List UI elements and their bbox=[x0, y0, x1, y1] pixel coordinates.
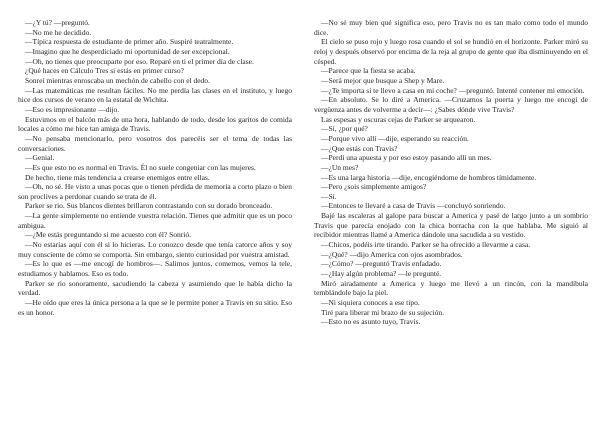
paragraph: —¿Qué? —dijo America con ojos asombrados. bbox=[321, 249, 463, 259]
paragraph: —Esto no es asunto tuyo, Travis. bbox=[321, 317, 421, 327]
paragraph: —¿Me estás preguntando si me acuesto con él? Sonrió. bbox=[25, 230, 191, 240]
paragraph: Parker se rio sonoramente, sacudiendo la cabeza y asumiendo que le había dicho la verdad. bbox=[18, 278, 292, 298]
paragraph: —No pensaba mencionarlo, pero vosotros dos parecéis ser el tema de todas las conversaciones. bbox=[18, 133, 292, 153]
paragraph: —Oh, no sé. He visto a unas pocas que o tienen pérdida de memoria a corto plazo o bien son proclives a perdonar cuando se trata de él. bbox=[18, 182, 292, 201]
paragraph: —Entonces te llevaré a casa de Travis —concluyó sonriendo. bbox=[321, 201, 506, 211]
paragraph: —Imagino que he desperdiciado mi oportunidad de ser excepcional. bbox=[25, 46, 230, 56]
paragraph: —Oh, no tienes que preocuparte por eso. Reparé en ti el primer día de clase. bbox=[25, 56, 254, 66]
paragraph: Sonreí mientras enroscaba un mechón de cabello con el dedo. bbox=[25, 75, 210, 85]
paragraph: —Sí. bbox=[321, 191, 337, 201]
paragraph: —No estarías aquí con él si lo hicieras. Lo conozco desde que tenía catorce años y soy muy consciente de cómo se comporta. Sin embargo, siento curiosidad por vuestra amistad. bbox=[18, 240, 292, 259]
paragraph: —¿Un mes? bbox=[321, 162, 359, 172]
paragraph: —¿Que estás con Travis? bbox=[321, 143, 398, 153]
left-page bbox=[18, 18, 292, 428]
paragraph: —Genial. bbox=[25, 153, 55, 163]
paragraph: —No sé muy bien qué significa eso, pero Travis no es tan malo como todo el mundo dice. bbox=[314, 18, 588, 37]
paragraph: Estuvimos en el balcón más de una hora, hablando de todo, desde los garitos de comida locales a cómo me hice tan amiga de Travis. bbox=[18, 114, 292, 134]
paragraph: El cielo se puso rojo y luego rosa cuando el sol se hundió en el horizonte. Parker miró su reloj y después observó por encima de la reja al grupo de gente que iba disminuyendo en el césped. bbox=[314, 37, 588, 66]
paragraph: —Perdí una apuesta y por eso estoy pasando allí un mes. bbox=[321, 153, 492, 163]
paragraph: —¿Hay algún problema? —le pregunté. bbox=[321, 269, 442, 279]
paragraph: —¿Te importa si te llevo a casa en mi coche? —preguntó. Intenté contener mi emoción. bbox=[321, 85, 585, 95]
paragraph: —Ni siquiera conoces a ese tipo. bbox=[321, 298, 420, 308]
paragraph: —Las matemáticas me resultan fáciles. No me perdía las clases en el instituto, y luego hice dos cursos de verano en la estatal de Wichita. bbox=[18, 85, 292, 105]
paragraph: —Porque vivo allí —dije, esperando su reacción. bbox=[321, 133, 469, 143]
paragraph: —No me he decidido. bbox=[25, 27, 92, 37]
paragraph: —Es lo que es —me encogí de hombros—. Salimos juntos, comemos, vemos la tele, estudiamos y hablamos. Eso es todo. bbox=[18, 259, 292, 279]
paragraph: —Parece que la fiesta se acaba. bbox=[321, 66, 416, 76]
paragraph: Miró airadamente a America y luego me llevó a un rincón, con la mandíbula temblándole bajo la piel. bbox=[314, 278, 588, 298]
paragraph: —Chicos, podéis irte tirando. Parker se ha ofrecido a llevarme a casa. bbox=[321, 240, 531, 250]
paragraph: ¿Qué haces en Cálculo Tres si estás en primer curso? bbox=[25, 66, 184, 76]
paragraph: —Será mejor que busque a Shep y Mare. bbox=[321, 75, 445, 85]
paragraph: —He oído que eres la única persona a la que se le permite poner a Travis en su sitio. Eso es un honor. bbox=[18, 298, 292, 317]
paragraph: —Es que esto no es normal en Travis. Él no suele congeniar con las mujeres. bbox=[25, 162, 256, 172]
paragraph: —Sí, ¿por qué? bbox=[321, 124, 368, 134]
paragraph: —Típica respuesta de estudiante de primer año. Suspiré teatralmente. bbox=[25, 37, 234, 47]
paragraph: —Pero ¿sois simplemente amigos? bbox=[321, 182, 427, 192]
paragraph: Tiré para liberar mi brazo de su sujeción. bbox=[321, 307, 445, 317]
paragraph: Parker se rio. Sus blancos dientes brillaron contrastando con su dorado bronceado. bbox=[25, 201, 273, 211]
paragraph: —¿Cómo? —preguntó Travis enfadado. bbox=[321, 259, 442, 269]
paragraph: —La gente simplemente no entiende vuestra relación. Tienes que admitir que es un poco ambigua. bbox=[18, 211, 292, 230]
paragraph: —Eso es impresionante —dijo. bbox=[25, 104, 120, 114]
paragraph: Las espesas y oscuras cejas de Parker se arquearon. bbox=[321, 114, 476, 124]
paragraph: —Es una larga historia —dije, encogiéndome de hombros tímidamente. bbox=[321, 172, 537, 182]
paragraph: —En absoluto. Se lo diré a America. —Cruzamos la puerta y luego me encogí de vergüenza antes de volverme a decir—: ¿Sabes dónde vive Travis? bbox=[314, 95, 588, 114]
paragraph: De hecho, tiene más tendencia a crearse enemigos entre ellas. bbox=[25, 172, 210, 182]
right-page bbox=[314, 18, 588, 428]
paragraph: —¿Y tú? —preguntó. bbox=[25, 18, 90, 27]
paragraph: Bajé las escaleras al galope para buscar a America y pasé de largo junto a un sombrío Travis que parecía enojado con la chica borracha con la que hablaba. Me siguió al recibidor mientras llamé a America dándole una sacudida a su vestido. bbox=[314, 211, 588, 240]
